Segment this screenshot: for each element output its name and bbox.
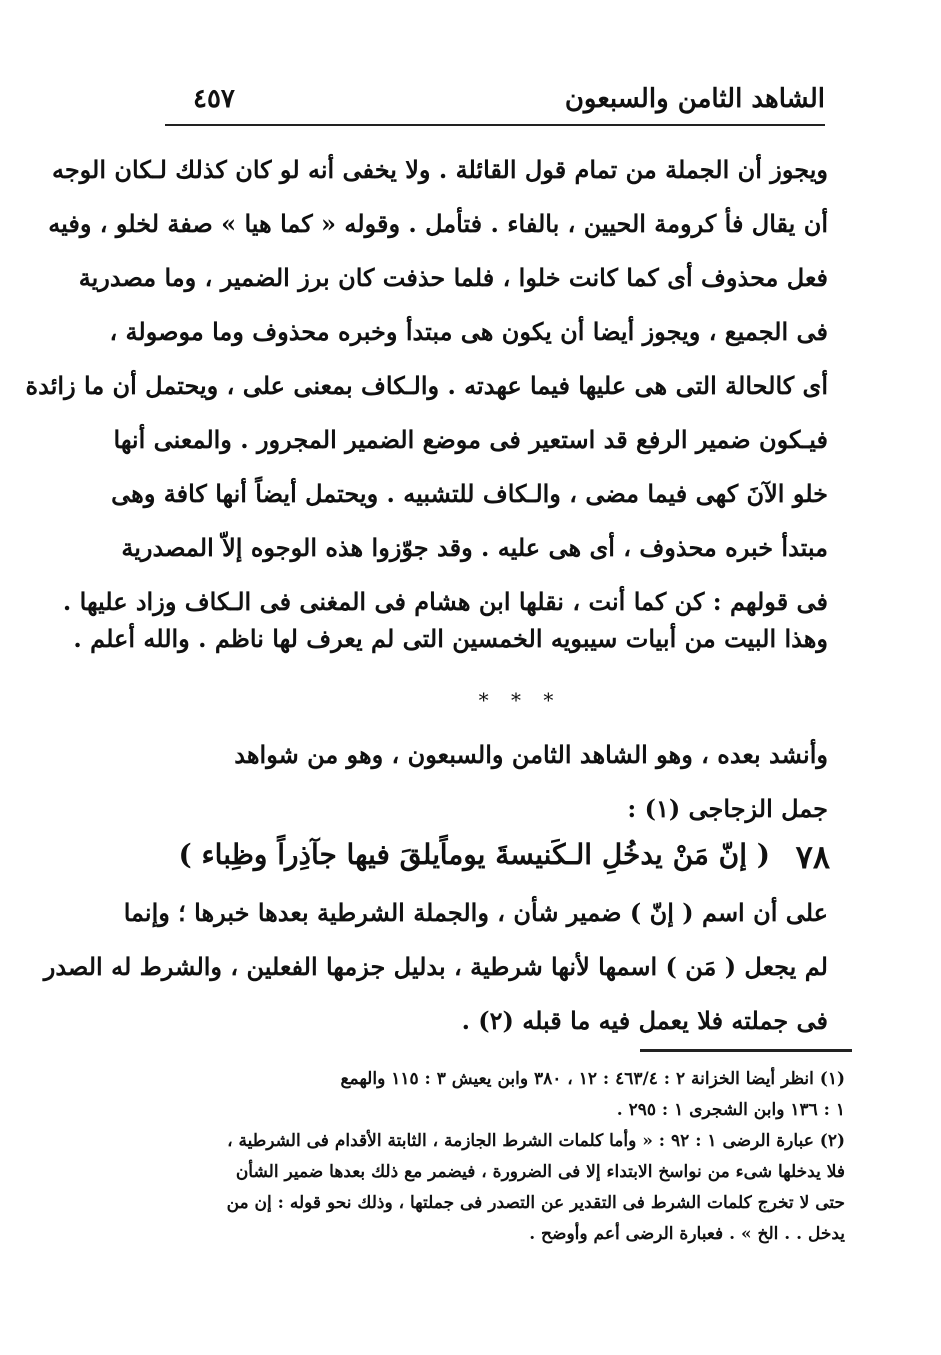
footnote-line: ١ : ١٣٦ وابن الشجرى ١ : ٢٩٥ . [616, 1100, 845, 1120]
poetry-verse [178, 838, 830, 888]
page-header [165, 80, 825, 126]
section-separator: * * * [478, 688, 562, 712]
paragraph-closing-note [73, 612, 828, 666]
paragraph-intro-witness [168, 728, 828, 836]
text-line: فيـكون ضمير الرفع قد استعير فى موضع الضمير المجرور . والمعنى أنها [113, 425, 828, 454]
text-line: فى الجميع ، ويجوز أيضا أن يكون هى مبتدأ وخبره محذوف وما موصولة ، [109, 317, 828, 346]
text-line: مبتدأ خبره محذوف ، أى هى عليه . وقد جوّزوا هذه الوجوه إلاّ المصدرية [121, 533, 828, 562]
text-line: فى قولهم : كن كما أنت ، نقلها ابن هشام فى المغنى فى الـكاف وزاد عليها . [62, 587, 828, 616]
text-line: لم يجعل ( مَن ) اسمها لأنها شرطية ، بدليل جزمها الفعلين ، والشرط له الصدر [43, 952, 828, 981]
text-line: فى جملته فلا يعمل فيه ما قبله (٢) . [461, 1006, 828, 1035]
text-line: وهذا البيت من أبيات سيبويه الخمسين التى لم يعرف لها ناظم . والله أعلم . [73, 624, 828, 653]
text-line: ويجوز أن الجملة من تمام قول القائلة . ولا يخفى أنه لو كان كذلك لـكان الوجه [51, 155, 828, 184]
text-line: أن يقال فأ كرومة الحيين ، بالفاء . فتأمل . وقوله « كما هيا » صفة لخلو ، وفيه [48, 209, 828, 238]
text-line: على أن اسم ( إنّ ) ضمير شأن ، والجملة الشرطية بعدها خبرها ؛ وإنما [123, 898, 828, 927]
verse-number: ٧٨ [795, 838, 830, 876]
paragraph-grammar-explanation [43, 886, 828, 1048]
page-number: ٤٥٧ [193, 84, 235, 114]
text-line: فعل محذوف أى كما كانت خلوا ، فلما حذفت كان برز الضمير ، وما مصدرية [78, 263, 828, 292]
text-line: جمل الزجاجى (١) : [627, 794, 828, 823]
verse-first-hemistich: ( إنّ مَنْ يدخُلِ الـكَنيسةَ يوماً [439, 838, 770, 871]
text-line: وأنشد بعده ، وهو الشاهد الثامن والسبعون ، وهو من شواهد [234, 740, 828, 769]
paragraph-commentary [25, 143, 828, 629]
running-title: الشاهد الثامن والسبعون [564, 84, 825, 114]
footnote-line: فلا يدخلها شىء من نواسخ الابتداء إلا فى الضرورة ، فيضمر مع ذلك بعدها ضمير الشأن [235, 1162, 845, 1182]
footnote-divider [640, 1049, 852, 1052]
verse-second-hemistich: يلقَ فيها جآذِراً وظِباء ) [178, 838, 440, 871]
footnote-line: (٢) عبارة الرضى ١ : ٩٢ : « وأما كلمات الشرط الجازمة ، الثابتة الأقدام فى الشرطية ، [227, 1131, 845, 1151]
footnote-line: حتى لا تخرج كلمات الشرط فى التقدير عن التصدر فى جملتها ، وذلك نحو قوله : إن من [226, 1193, 845, 1213]
text-line: خلو الآنَ كهى فيما مضى ، والـكاف للتشبيه . ويحتمل أيضاً أنها كافة وهى [111, 479, 828, 508]
text-line: أى كالحالة التى هى عليها فيما عهدته . والـكاف بمعنى على ، ويحتمل أن ما زائدة [25, 371, 828, 400]
footnotes [185, 1064, 845, 1250]
footnote-line: (١) انظر أيضا الخزانة ٢ : ٤٦٣/٤ : ١٢ ، ٣٨٠ وابن يعيش ٣ : ١١٥ والهمع [340, 1069, 845, 1089]
footnote-line: يدخل . . الخ » . فعبارة الرضى أعم وأوضح . [529, 1224, 845, 1244]
